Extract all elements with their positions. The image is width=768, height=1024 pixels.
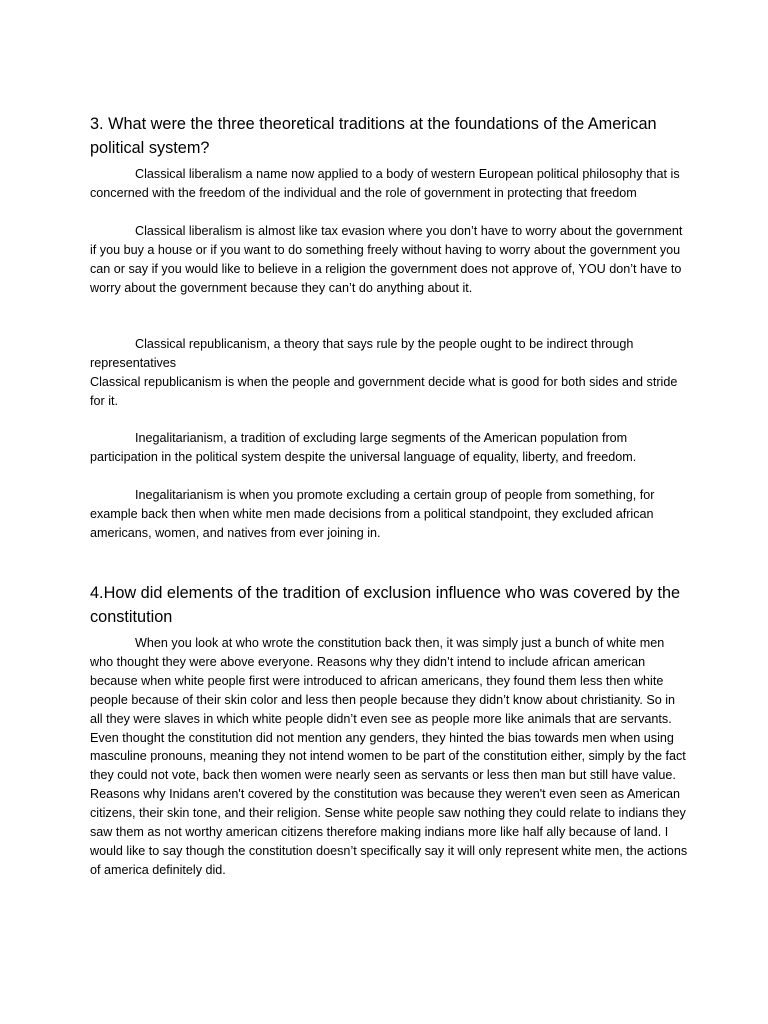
paragraph-classical-liberalism-definition: Classical liberalism a name now applied to a body of western European political philosophy that is concerned with the freedom of the individual and the role of government in protecting that freedom <box>90 167 680 200</box>
paragraph-classical-republicanism-definition: Classical republicanism, a theory that says rule by the people ought to be indirect through representatives <box>90 337 634 370</box>
paragraph-inegalitarianism-explanation: Inegalitarianism is when you promote excluding a certain group of people from something, for example back then when white men made decisions from a political standpoint, they excluded african americans, women, and natives from ever joining in. <box>90 488 655 540</box>
paragraph-classical-liberalism-explanation: Classical liberalism is almost like tax evasion where you don’t have to worry about the government if you buy a house or if you want to do something freely without having to worry about the government you can or say if you would like to believe in a religion the government does not approve of, YOU don’t have to worry about the government because they can’t do anything about it. <box>90 224 683 295</box>
paragraph-exclusion-answer: When you look at who wrote the constitution back then, it was simply just a bunch of white men who thought they were above everyone. Reasons why they didn’t intend to include african american because when white people first were introduced to african americans, they found them less then white people because of their skin color and less then people because they didn’t know about christianity. So in all they were slaves in which white people didn’t even see as people more like animals that are servants. Even thought the constitution did not mention any genders, they hinted the bias towards men when using masculine pronouns, meaning they not intend women to be part of the constitution either, simply by the fact they could not vote, back then women were nearly seen as servants or less then man but still have value. Reasons why Inidans aren't covered by the constitution was because they weren't even seen as American citizens, their skin tone, and their religion. Sense white people saw nothing they could relate to indians they saw them as not worthy american citizens therefore making indians more like half ally because of land. I would like to say though the constitution doesn’t specifically say it will only represent white men, the actions of america definitely did. <box>90 636 688 877</box>
question-4-heading: 4.How did elements of the tradition of exclusion influence who was covered by the constitution <box>90 584 681 626</box>
paragraph-inegalitarianism-definition: Inegalitarianism, a tradition of excluding large segments of the American population from participation in the political system despite the universal language of equality, liberty, and freedom. <box>90 431 637 464</box>
paragraph-classical-republicanism-explanation: Classical republicanism is when the people and government decide what is good for both sides and stride for it. <box>90 375 678 408</box>
question-3-heading: 3. What were the three theoretical traditions at the foundations of the American political system? <box>90 115 657 157</box>
